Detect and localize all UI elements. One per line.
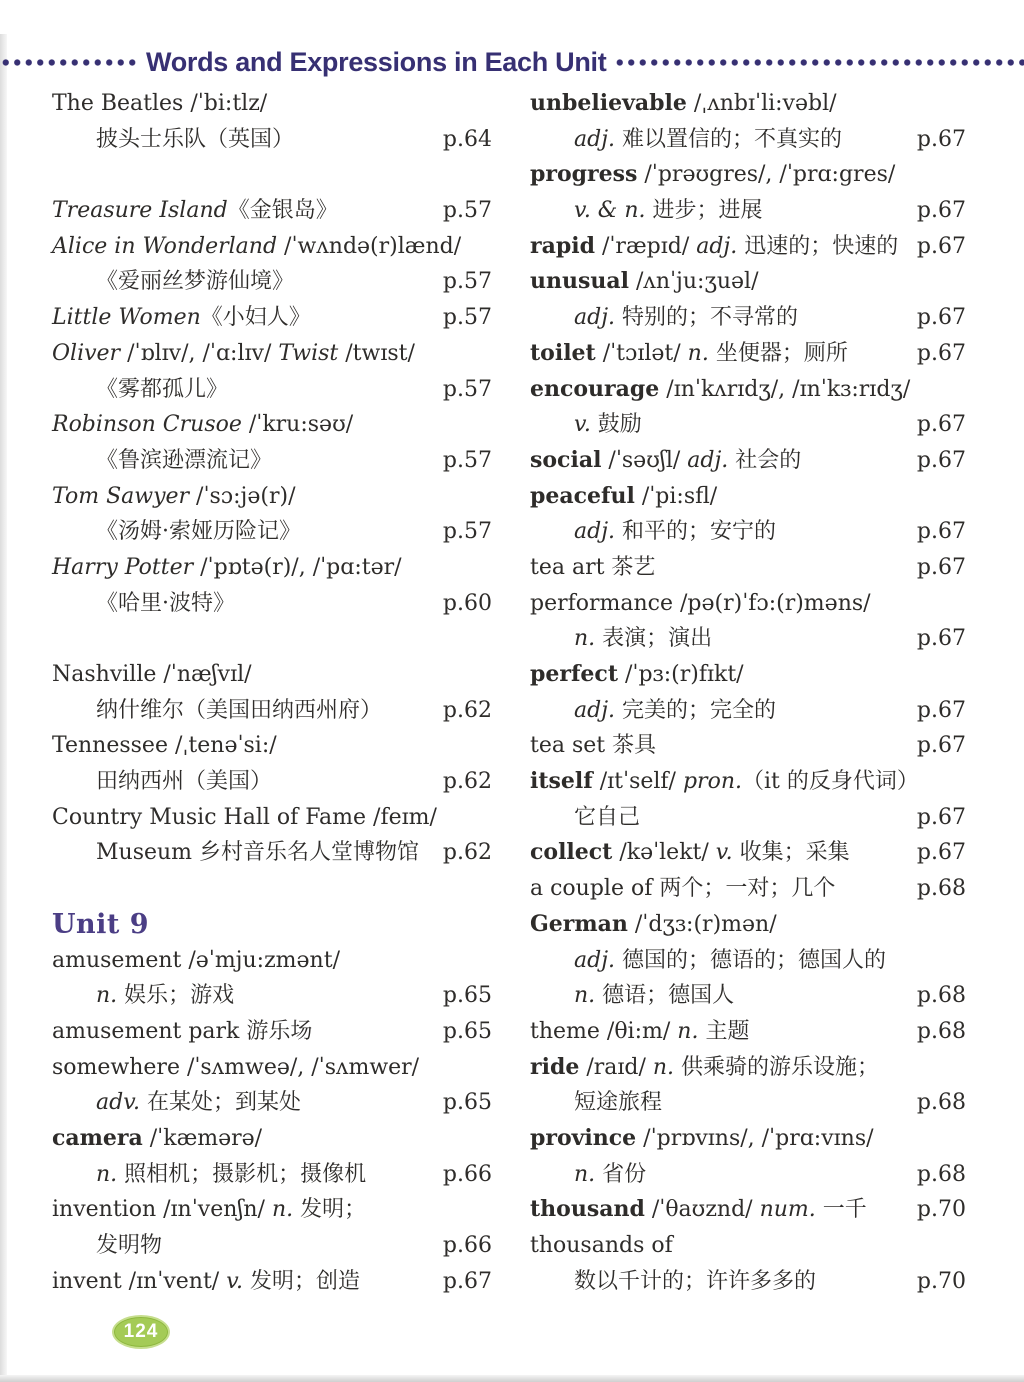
entry-line [52, 728, 492, 764]
glossary-column-right [530, 86, 966, 1299]
entry-text: ride /raɪd/ n. 供乘骑的游乐设施； [530, 1053, 880, 1080]
entry-line [52, 693, 492, 729]
page-ref: p.65 [442, 1018, 492, 1044]
page-ref: p.67 [442, 1268, 492, 1294]
page-ref: p.57 [442, 305, 492, 331]
entry-line [530, 193, 966, 229]
entry-text: 《汤姆·索娅历险记》 [96, 519, 301, 545]
unit-heading [52, 907, 492, 943]
entry-line [52, 86, 492, 122]
entry-text: n. 娱乐；游戏 [96, 983, 235, 1009]
entry-text: Robinson Crusoe /ˈkru:səʊ/ [52, 412, 354, 438]
entry-line [530, 1014, 966, 1050]
entry-text: n. 照相机；摄影机；摄像机 [96, 1161, 367, 1187]
entry-text: v. & n. 进步；进展 [574, 198, 763, 224]
entry-line [530, 764, 966, 800]
entry-line [52, 1085, 492, 1121]
entry-text: theme /θi:m/ n. 主题 [530, 1018, 750, 1044]
entry-text: n. 表演；演出 [574, 626, 713, 652]
header-dots-right [614, 58, 1024, 67]
entry-line [52, 407, 492, 443]
page-ref: p.67 [916, 305, 966, 331]
entry-text: performance /pə(r)ˈfɔ:(r)məns/ [530, 590, 871, 616]
entry-text: n. 省份 [574, 1161, 647, 1187]
entry-text: collect /kəˈlekt/ v. 收集；采集 [530, 839, 850, 866]
entry-line [530, 157, 966, 193]
entry-line [52, 122, 492, 158]
glossary-column-left [52, 86, 492, 1299]
entry-line [52, 1050, 492, 1086]
entry-line [52, 336, 492, 372]
entry-line [530, 1228, 966, 1264]
page-ref: p.57 [442, 376, 492, 402]
entry-line [52, 443, 492, 479]
page-ref: p.68 [916, 983, 966, 1009]
entry-line [530, 693, 966, 729]
page-ref: p.65 [442, 1090, 492, 1116]
entry-text: Harry Potter /ˈpɒtə(r)/, /ˈpɑ:tər/ [52, 554, 402, 580]
entry-line [530, 621, 966, 657]
page-ref: p.67 [916, 340, 966, 366]
entry-text: 《哈里·波特》 [96, 590, 235, 616]
entry-line [52, 1014, 492, 1050]
entry-line [52, 514, 492, 550]
page-ref: p.60 [442, 590, 492, 616]
page-ref: p.62 [442, 697, 492, 723]
page-ref: p.67 [916, 804, 966, 830]
entry-text: tea set 茶具 [530, 733, 657, 759]
page-header [0, 44, 1024, 80]
entry-line [530, 800, 966, 836]
page-ref: p.67 [916, 554, 966, 580]
entry-line [530, 1264, 966, 1300]
page-ref: p.67 [916, 519, 966, 545]
entry-text: invent /ɪnˈvent/ v. 发明；创造 [52, 1268, 360, 1294]
page-ref: p.70 [916, 1197, 966, 1223]
entry-line [530, 1085, 966, 1121]
entry-line [52, 550, 492, 586]
entry-text: amusement park 游乐场 [52, 1018, 313, 1044]
entry-line [52, 1228, 492, 1264]
entry-line [530, 835, 966, 871]
entry-text: amusement /əˈmju:zmənt/ [52, 947, 340, 973]
entry-text: adv. 在某处；到某处 [96, 1090, 302, 1116]
entry-text: adj. 德国的；德语的；德国人的 [574, 947, 887, 973]
entry-line [530, 728, 966, 764]
entry-line [530, 586, 966, 622]
spacer [52, 871, 492, 907]
entry-line [52, 1157, 492, 1193]
page-ref: p.57 [442, 447, 492, 473]
entry-text: Country Music Hall of Fame /feɪm/ [52, 804, 437, 830]
entry-text: itself /ɪtˈself/ pron.（it 的反身代词） [530, 768, 919, 795]
page-ref: p.64 [442, 126, 492, 152]
entry-line [530, 1121, 966, 1157]
entry-line [530, 229, 966, 265]
page-ref: p.67 [916, 412, 966, 438]
entry-text: Tennessee /ˌtenəˈsi:/ [52, 733, 277, 759]
entry-line [52, 264, 492, 300]
entry-text: 发明物 [96, 1233, 163, 1258]
entry-text: adj. 难以置信的；不真实的 [574, 126, 843, 152]
entry-text: Museum 乡村音乐名人堂博物馆 [96, 840, 420, 866]
entry-text: Alice in Wonderland /ˈwʌndə(r)lænd/ [52, 233, 462, 259]
page-ref: p.57 [442, 198, 492, 224]
page-ref: p.57 [442, 519, 492, 545]
page-ref: p.65 [442, 983, 492, 1009]
page-ref: p.68 [916, 1018, 966, 1044]
page-ref: p.67 [916, 840, 966, 866]
entry-line [530, 443, 966, 479]
entry-text: social /ˈsəʊʃl/ adj. 社会的 [530, 446, 802, 473]
entry-text: camera /ˈkæmərə/ [52, 1124, 263, 1151]
page-ref: p.67 [916, 697, 966, 723]
entry-text: 《爱丽丝梦游仙境》 [96, 269, 295, 295]
entry-line [52, 978, 492, 1014]
entry-text: v. 鼓励 [574, 412, 642, 438]
entry-line [530, 479, 966, 515]
entry-text: n. 德语；德国人 [574, 983, 735, 1009]
entry-line [530, 514, 966, 550]
entry-line [530, 1050, 966, 1086]
spacer [52, 157, 492, 193]
entry-line [52, 586, 492, 622]
page-ref: p.67 [916, 126, 966, 152]
entry-line [530, 1157, 966, 1193]
entry-text: Treasure Island《金银岛》 [52, 198, 338, 224]
entry-text: perfect /ˈpɜ:(r)fɪkt/ [530, 661, 744, 687]
page-ref: p.68 [916, 1161, 966, 1187]
entry-text: 短途旅程 [574, 1090, 663, 1116]
entry-text: 《雾都孤儿》 [96, 376, 229, 402]
page-ref: p.67 [916, 198, 966, 224]
entry-text: Nashville /ˈnæʃvɪl/ [52, 662, 252, 687]
page-number-badge: 124 [112, 1315, 170, 1349]
page-ref: p.66 [442, 1161, 492, 1187]
entry-line [52, 764, 492, 800]
entry-line [530, 407, 966, 443]
entry-text: rapid /ˈræpɪd/ adj. 迅速的；快速的 [530, 232, 899, 259]
entry-text: Oliver /ˈɒlɪv/, /ˈɑ:lɪv/ Twist /twɪst/ [52, 340, 415, 366]
page-ref: p.68 [916, 876, 966, 902]
entry-line [52, 1192, 492, 1228]
entry-line [52, 300, 492, 336]
entry-line [530, 907, 966, 943]
entry-line [530, 978, 966, 1014]
entry-text: somewhere /ˈsʌmweə/, /ˈsʌmwer/ [52, 1054, 420, 1080]
entry-text: unusual /ʌnˈju:ʒuəl/ [530, 268, 759, 295]
page-ref: p.67 [916, 447, 966, 473]
entry-line [52, 657, 492, 693]
page-ref: p.70 [916, 1268, 966, 1294]
entry-line [52, 835, 492, 871]
entry-line [52, 1264, 492, 1300]
entry-text: progress /ˈprəʊgres/, /ˈprɑ:gres/ [530, 161, 896, 188]
entry-line [530, 943, 966, 979]
entry-text: 它自己 [574, 804, 641, 830]
page-ref: p.62 [442, 769, 492, 795]
entry-text: 田纳西州（美国） [96, 769, 273, 795]
entry-text: province /ˈprɒvɪns/, /ˈprɑ:vɪns/ [530, 1124, 874, 1151]
entry-line [52, 943, 492, 979]
entry-text: Little Women《小妇人》 [52, 305, 311, 331]
page-ref: p.67 [916, 233, 966, 259]
page-ref: p.62 [442, 840, 492, 866]
entry-line [530, 372, 966, 408]
entry-text: Unit 9 [52, 908, 150, 940]
page-ref: p.67 [916, 733, 966, 759]
entry-text: peaceful /ˈpi:sfl/ [530, 482, 718, 509]
entry-text: Tom Sawyer /ˈsɔ:jə(r)/ [52, 483, 296, 509]
entry-text: unbelievable /ˌʌnbɪˈli:vəbl/ [530, 90, 837, 116]
entry-line [52, 229, 492, 265]
page-ref: p.66 [442, 1233, 492, 1258]
spacer [52, 621, 492, 657]
entry-line [530, 300, 966, 336]
entry-line [530, 1192, 966, 1228]
entry-text: encourage /ɪnˈkʌrɪdʒ/, /ɪnˈkɜ:rɪdʒ/ [530, 375, 911, 402]
entry-text: 披头士乐队（英国） [96, 126, 295, 152]
entry-text: adj. 和平的；安宁的 [574, 519, 777, 545]
entry-text: adj. 完美的；完全的 [574, 697, 777, 723]
header-dots-left [0, 58, 140, 67]
entry-line [530, 122, 966, 158]
entry-line [52, 372, 492, 408]
page-ref: p.68 [916, 1090, 966, 1116]
entry-text: toilet /ˈtɔɪlət/ n. 坐便器；厕所 [530, 339, 848, 366]
entry-line [530, 871, 966, 907]
entry-text: adj. 特别的；不寻常的 [574, 305, 799, 331]
entry-line [52, 193, 492, 229]
entry-text: tea art 茶艺 [530, 554, 656, 580]
entry-line [52, 1121, 492, 1157]
entry-text: invention /ɪnˈvenʃn/ n. 发明； [52, 1197, 367, 1223]
entry-text: The Beatles /ˈbi:tlz/ [52, 91, 268, 116]
entry-line [530, 264, 966, 300]
entry-text: thousands of [530, 1233, 673, 1258]
entry-text: 《鲁滨逊漂流记》 [96, 447, 273, 473]
page-title: Words and Expressions in Each Unit [146, 46, 607, 77]
entry-text: 纳什维尔（美国田纳西州府） [96, 697, 383, 723]
scan-edge-bottom [0, 1375, 1024, 1382]
entry-line [530, 336, 966, 372]
entry-text: thousand /ˈθaʊznd/ num. 一千 [530, 1196, 867, 1223]
entry-line [52, 479, 492, 515]
glossary [0, 86, 1024, 1326]
page-ref: p.57 [442, 269, 492, 295]
entry-line [530, 550, 966, 586]
entry-line [52, 800, 492, 836]
entry-text: a couple of 两个；一对；几个 [530, 876, 836, 902]
entry-line [530, 657, 966, 693]
entry-line [530, 86, 966, 122]
page-ref: p.67 [916, 626, 966, 652]
entry-text: German /ˈdʒɜ:(r)mən/ [530, 910, 777, 937]
entry-text: 数以千计的；许许多多的 [574, 1268, 817, 1294]
